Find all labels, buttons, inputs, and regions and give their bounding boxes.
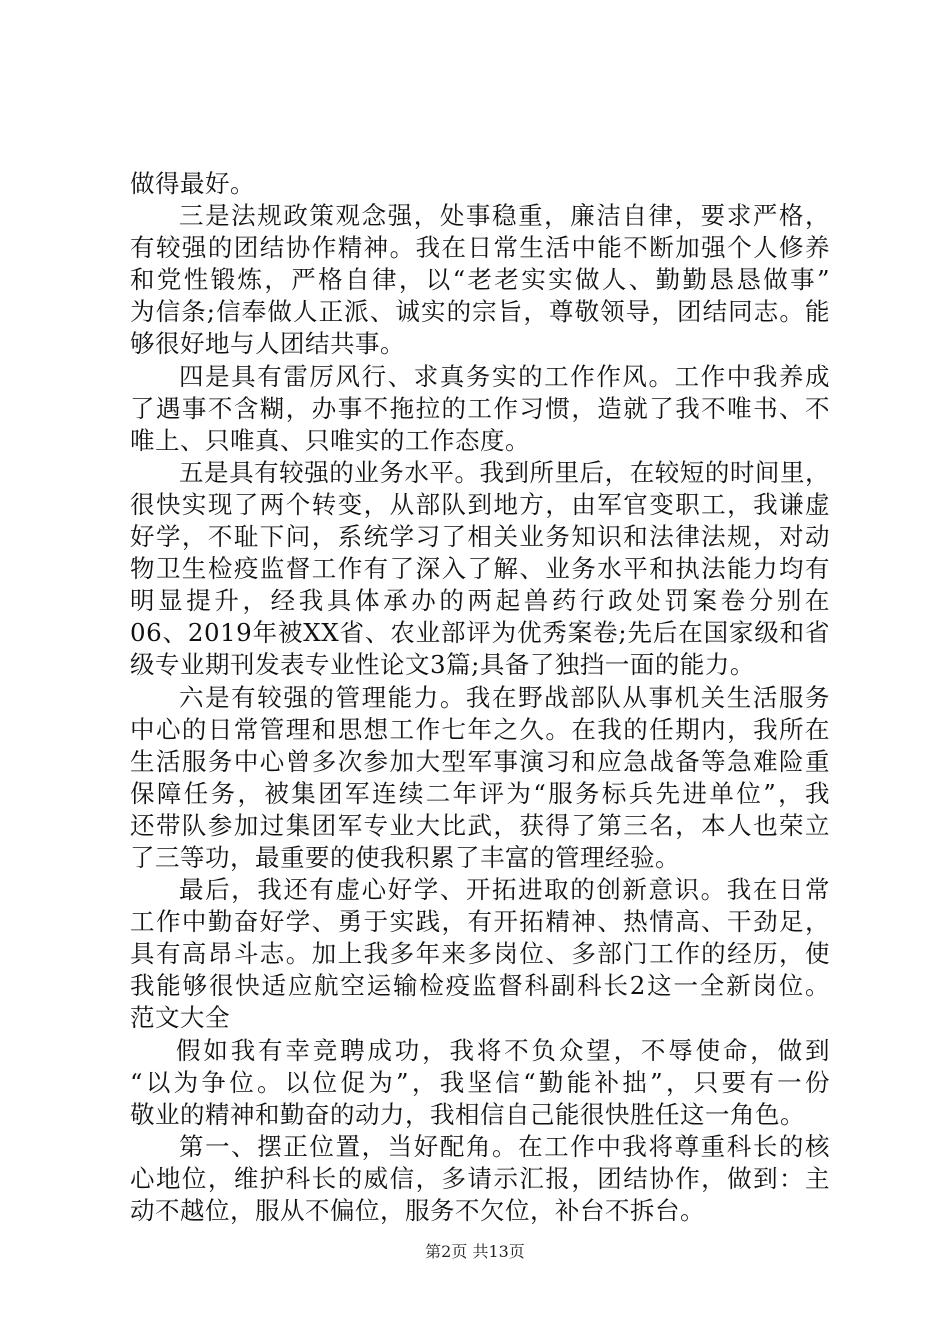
text-line: 工作中勤奋好学、勇于实践，有开拓精神、热情高、干劲足， (130, 907, 830, 937)
text-line: 很快实现了两个转变，从部队到地方，由军官变职工，我谦虚 (130, 489, 830, 519)
text-line: 敬业的精神和勤奋的动力，我相信自己能很快胜任这一角色。 (130, 1099, 805, 1129)
text-line: 五是具有较强的业务水平。我到所里后，在较短的时间里， (179, 457, 830, 487)
text-line: 了遇事不含糊，办事不拖拉的工作习惯，造就了我不唯书、不 (130, 393, 830, 423)
text-line: 我能够很快适应航空运输检疫监督科副科长2这一全新岗位。 (130, 971, 830, 1001)
text-line: 06、2019年被XX省、农业部评为优秀案卷;先后在国家级和省 (130, 618, 830, 648)
text-line: 和党性锻炼，严格自律，以“老老实实做人、勤勤恳恳做事” (130, 265, 830, 295)
text-line: 具有高昂斗志。加上我多年来多岗位、多部门工作的经历，使 (130, 939, 830, 969)
text-line: “以为争位。以位促为”，我坚信“勤能补拙”，只要有一份 (130, 1067, 830, 1097)
text-line: 最后，我还有虚心好学、开拓进取的创新意识。我在日常 (179, 875, 830, 905)
text-line: 明显提升，经我具体承办的两起兽药行政处罚案卷分别在 (130, 586, 830, 616)
text-line: 三是法规政策观念强，处事稳重，廉洁自律，要求严格， (179, 201, 830, 231)
text-line: 第一、摆正位置，当好配角。在工作中我将尊重科长的核 (179, 1131, 830, 1161)
text-line: 做得最好。 (130, 169, 255, 198)
text-line: 保障任务，被集团军连续二年评为“服务标兵先进单位”，我 (130, 778, 830, 808)
text-line: 中心的日常管理和思想工作七年之久。在我的任期内，我所在 (130, 714, 830, 744)
text-line: 有较强的团结协作精神。我在日常生活中能不断加强个人修养 (130, 233, 830, 263)
text-line: 四是具有雷厉风行、求真务实的工作作风。工作中我养成 (179, 361, 830, 391)
text-line: 物卫生检疫监督工作有了深入了解、业务水平和执法能力均有 (130, 554, 830, 584)
text-line: 六是有较强的管理能力。我在野战部队从事机关生活服务 (179, 682, 830, 712)
document-body (130, 168, 830, 1227)
text-line: 级专业期刊发表专业性论文3篇;具备了独挡一面的能力。 (130, 650, 755, 680)
text-line: 动不越位，服从不偏位，服务不欠位，补台不拆台。 (130, 1196, 705, 1225)
text-line: 范文大全 (130, 1003, 230, 1033)
page-footer: 第2页 共13页 (425, 1242, 525, 1261)
text-line: 好学，不耻下问，系统学习了相关业务知识和法律法规，对动 (130, 522, 830, 552)
text-line: 唯上、只唯真、只唯实的工作态度。 (130, 425, 530, 455)
text-line: 为信条;信奉做人正派、诚实的宗旨，尊敬领导，团结同志。能 (130, 297, 830, 327)
text-line: 生活服务中心曾多次参加大型军事演习和应急战备等急难险重 (130, 746, 830, 776)
text-line: 了三等功，最重要的使我积累了丰富的管理经验。 (130, 842, 680, 872)
text-line: 够很好地与人团结共事。 (130, 329, 405, 359)
text-line: 假如我有幸竞聘成功，我将不负众望，不辱使命，做到 (176, 1035, 830, 1065)
text-line: 还带队参加过集团军专业大比武，获得了第三名，本人也荣立 (130, 810, 830, 840)
text-line: 心地位，维护科长的威信，多请示汇报，团结协作，做到：主 (130, 1163, 830, 1193)
